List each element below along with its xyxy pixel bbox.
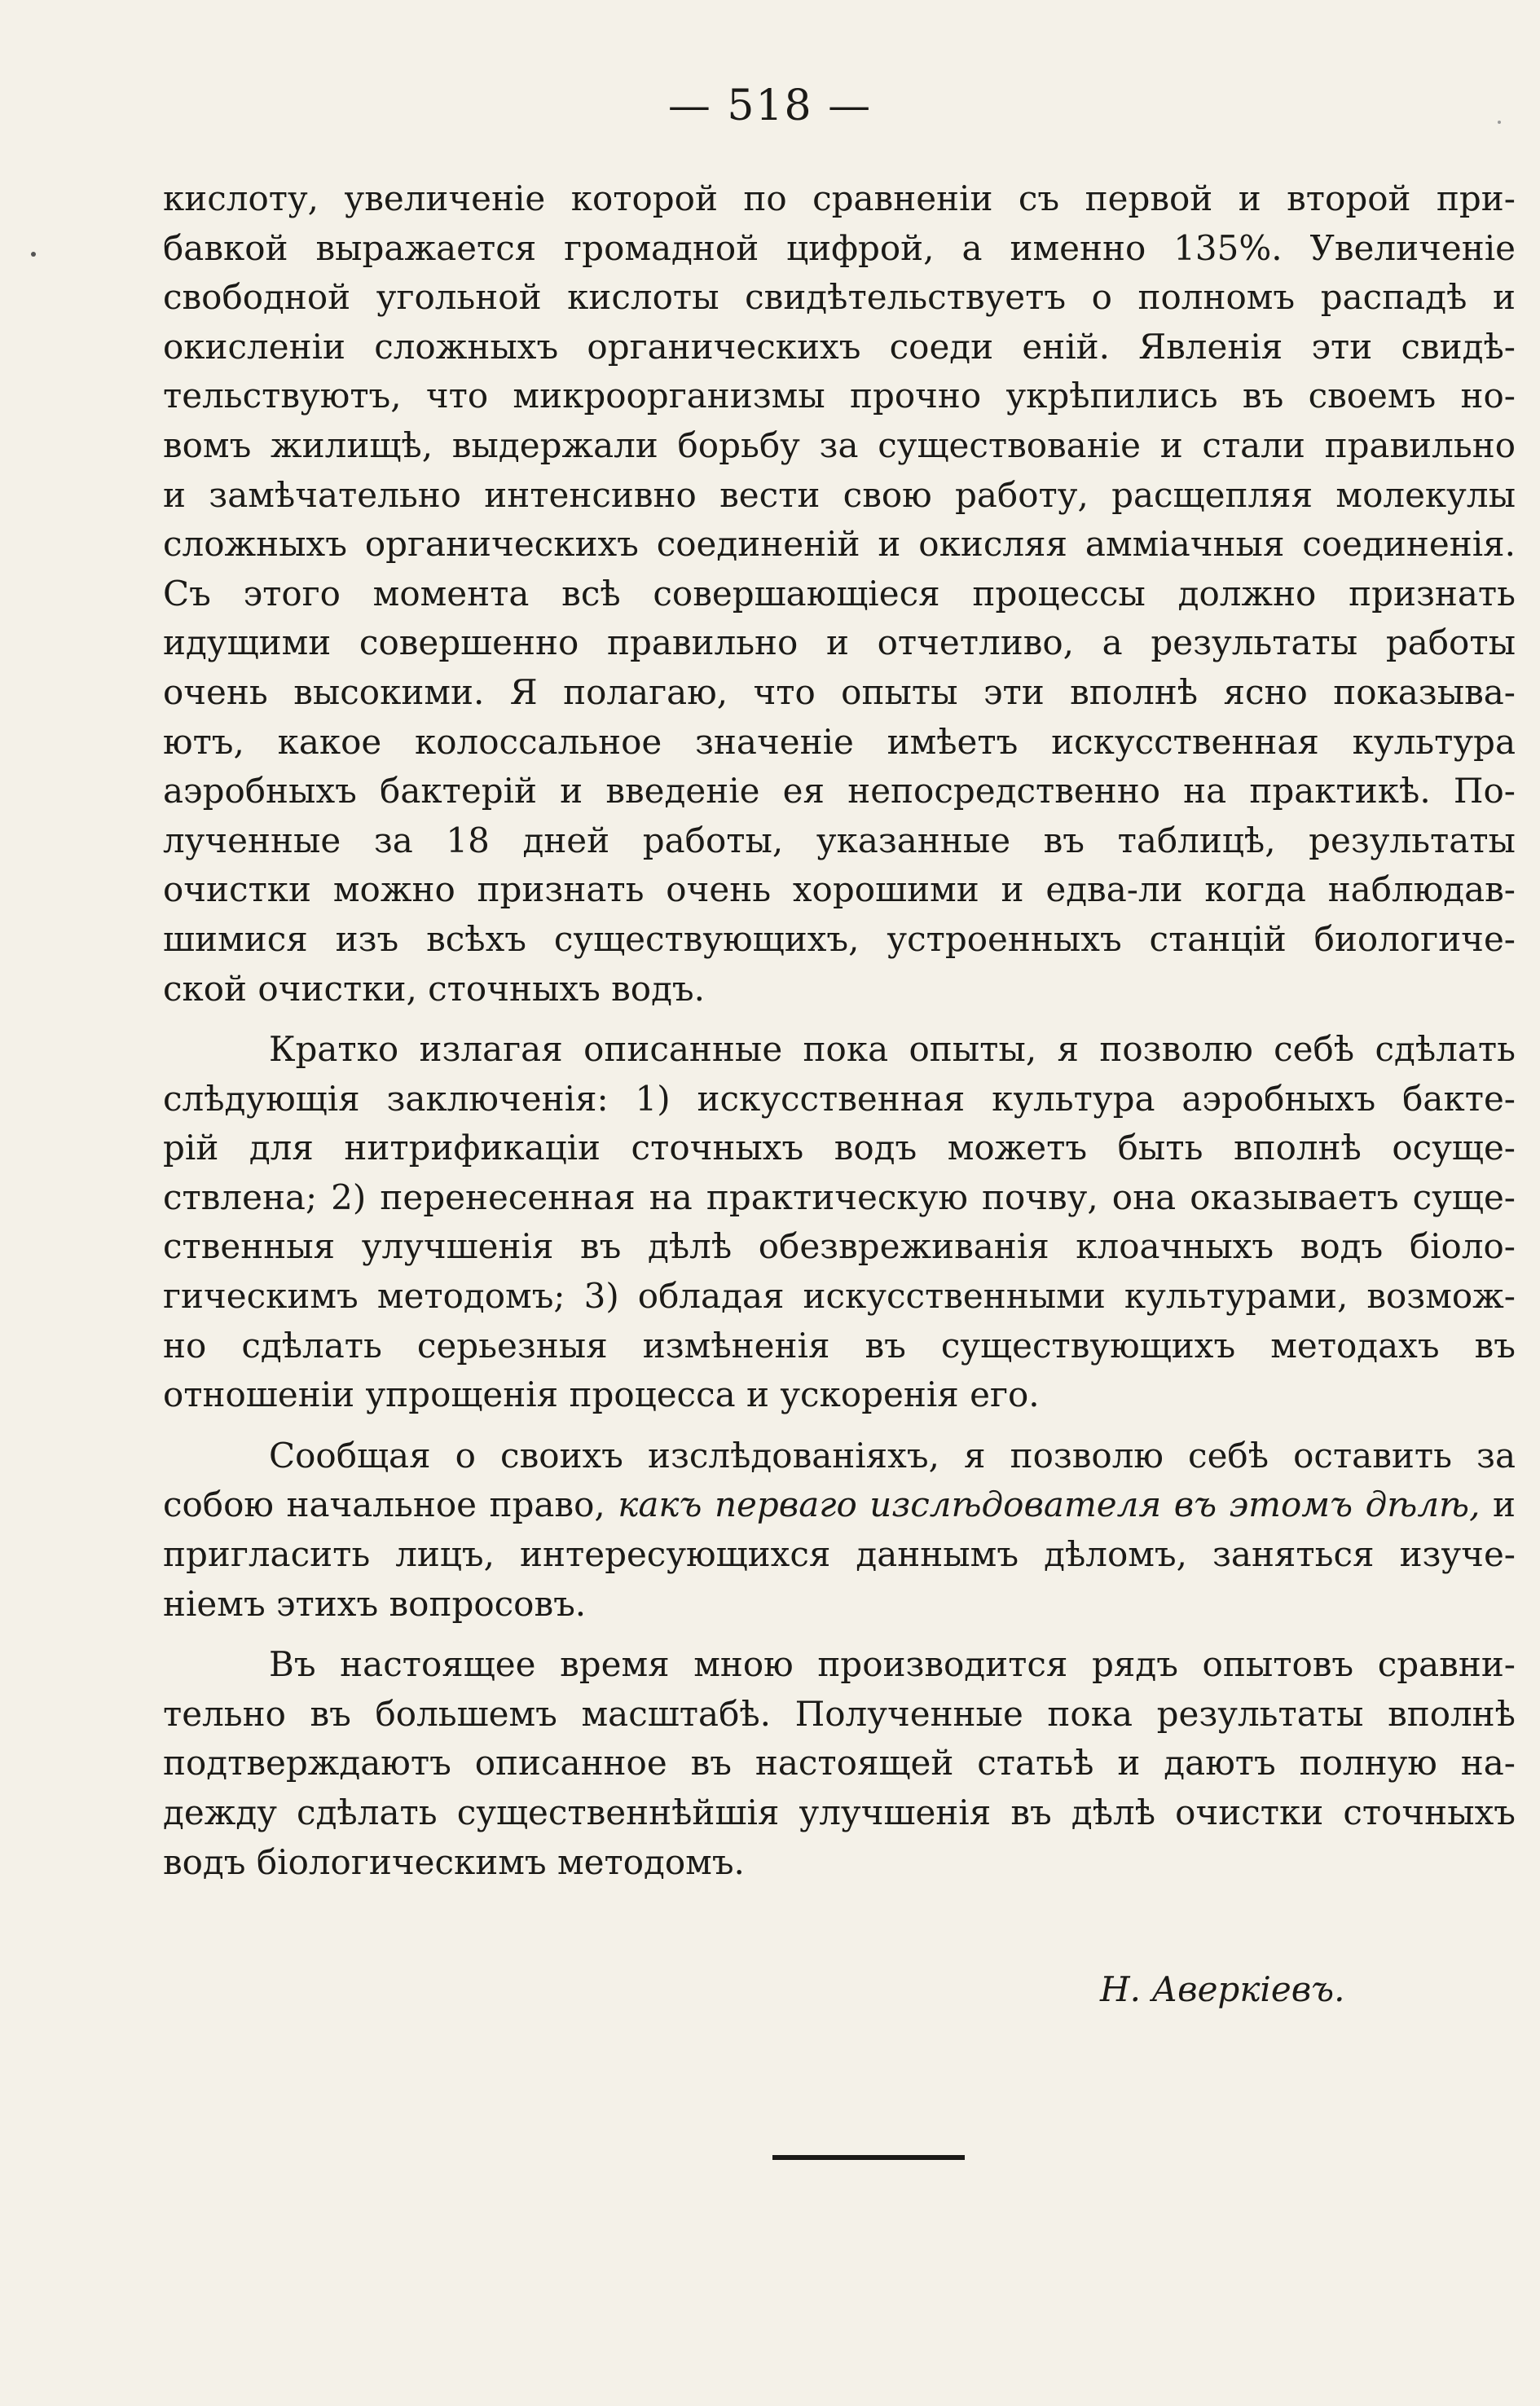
text-line: шимися изъ всѣхъ существующихъ, устроенныхъ станцій биологиче- [163, 918, 1516, 959]
paragraph-2 [163, 1025, 1516, 1420]
text-line: Въ настоящее время мною производится рядъ опытовъ сравни- [269, 1644, 1516, 1685]
paragraph-4 [163, 1640, 1516, 1887]
paragraph-1 [163, 174, 1516, 1014]
text-line: сложныхъ органическихъ соединенiй и окисляя амміачныя соединенія. [163, 524, 1516, 565]
text-line: тельно въ большемъ масштабѣ. Полученные пока результаты вполнѣ [163, 1693, 1516, 1734]
text-line: идущими совершенно правильно и отчетливо, а результаты работы [163, 622, 1516, 663]
text-line: очистки можно признать очень хорошими и едва-ли когда наблюдав- [163, 869, 1516, 910]
page-number: — 518 — [667, 81, 873, 130]
italic-phrase: какъ перваго изслѣдователя въ этомъ дѣлѣ, [618, 1485, 1481, 1525]
text-line: ской очистки, сточныхъ водъ. [163, 968, 706, 1009]
text-line: вомъ жилищѣ, выдержали борьбу за существованiе и стали правильно [163, 424, 1516, 465]
text-line: Съ этого момента всѣ совершающіеся процессы должно признать [163, 573, 1516, 614]
text-line: пригласить лицъ, интересующихся даннымъ дѣломъ, заняться изуче- [163, 1534, 1516, 1575]
paragraph-3 [163, 1432, 1516, 1629]
text-line: гическимъ методомъ; 3) обладая искусственными культурами, возмож- [163, 1276, 1516, 1317]
print-speck [31, 252, 36, 257]
text-line: дежду сдѣлать существеннѣйшія улучшенія въ дѣлѣ очистки сточныхъ [163, 1792, 1516, 1832]
text-line: кислоту, увеличенiе которой по сравненiи съ первой и второй при- [163, 178, 1516, 218]
text-line: ственныя улучшенія въ дѣлѣ обезвреживанія клоачныхъ водъ біоло- [163, 1226, 1516, 1267]
text-line: свободной угольной кислоты свидѣтельствуетъ о полномъ распадѣ и [163, 277, 1516, 318]
text-line [163, 1480, 1516, 1530]
text-line: ніемъ этихъ вопросовъ. [163, 1583, 587, 1624]
text-fragment: собою начальное право, [163, 1485, 605, 1525]
text-line: очень высокими. Я полагаю, что опыты эти вполнѣ ясно показыва- [163, 671, 1516, 712]
body-text [163, 174, 1516, 1887]
closing-rule [772, 2155, 965, 2160]
text-line: лученные за 18 дней работы, указанные въ таблицѣ, результаты [163, 820, 1516, 860]
text-line: ютъ, какое колоссальное значенiе имѣетъ искусственная культура [163, 721, 1516, 762]
text-line: отношенiи упрощенія процесса и ускоренія его. [163, 1375, 1040, 1415]
text-line: и замѣчательно интенсивно вести свою работу, расщепляя молекулы [163, 474, 1516, 515]
text-line: ствлена; 2) перенесенная на практическую почву, она оказываетъ суще- [163, 1177, 1516, 1217]
signature: Н. Аверкіевъ. [1100, 1969, 1345, 2009]
text-line: рій для нитрификацiи сточныхъ водъ можетъ быть вполнѣ осуще- [163, 1128, 1516, 1168]
text-line: Кратко излагая описанные пока опыты, я позволю себѣ сдѣлать [269, 1029, 1516, 1070]
text-line: Сообщая о своихъ изслѣдованіяхъ, я позволю себѣ оставить за [269, 1435, 1516, 1476]
text-fragment: и [1493, 1485, 1516, 1525]
text-line: но сдѣлать серьезныя измѣненія въ существующихъ методахъ въ [163, 1325, 1516, 1366]
text-line: аэробныхъ бактерій и введенiе ея непосредственно на практикѣ. По- [163, 771, 1516, 812]
print-speck [1498, 121, 1501, 124]
text-line: бавкой выражается громадной цифрой, а именно 135%. Увеличенiе [163, 227, 1516, 268]
text-line: тельствуютъ, что микроорганизмы прочно укрѣпились въ своемъ но- [163, 376, 1516, 416]
text-line: слѣдующія заключенія: 1) искусственная культура аэробныхъ бакте- [163, 1078, 1516, 1119]
text-line: водъ біологическимъ методомъ. [163, 1841, 745, 1882]
text-line: подтверждаютъ описанное въ настоящей статьѣ и даютъ полную на- [163, 1743, 1516, 1784]
text-line: окисленiи сложныхъ органическихъ соеди енiй. Явленiя эти свидѣ- [163, 326, 1516, 367]
